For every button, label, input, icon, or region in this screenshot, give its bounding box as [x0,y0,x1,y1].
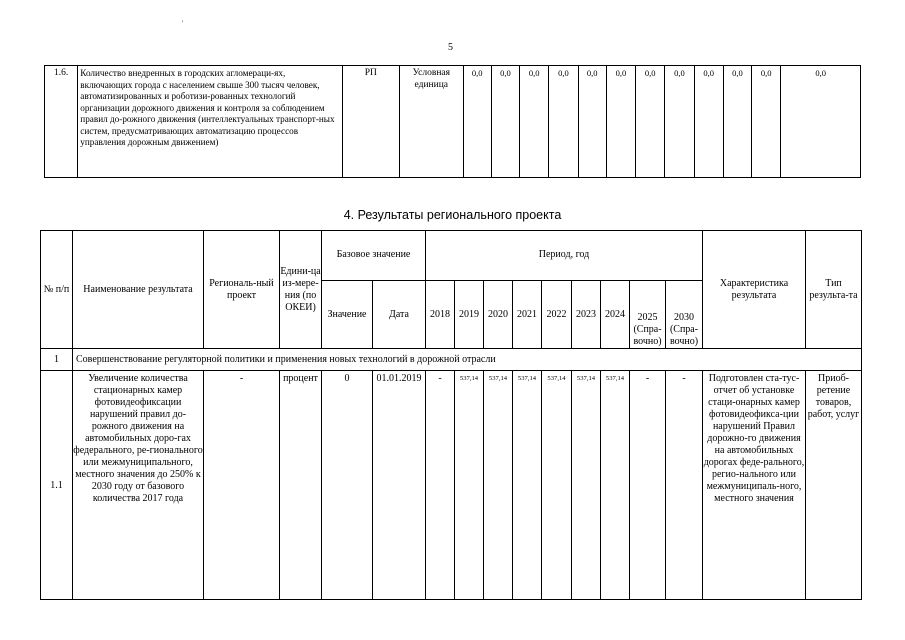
row-year-value: - [426,371,455,600]
header-year: 2022 [542,281,572,349]
section-label: Совершенствование регуляторной политики и применения новых технологий в дорожной отрасли [73,349,862,371]
section-row [41,349,862,371]
row-type: Приоб-ретение товаров, работ, услуг [806,371,862,600]
results-table [40,230,862,600]
indicator-value: 0,0 [491,66,519,178]
header-type: Тип результа-та [806,231,862,349]
header-year: 2018 [426,281,455,349]
row-name: Увеличение количества стационарных камер фотовидеофиксации нарушений правил до-рожного движения на автомобильных доро-гах федерального, ре-гионального или межмуниципального, местного значения до 250% к 2030 году от базового количества 2017 года [73,371,204,600]
indicator-value: 0,0 [463,66,491,178]
header-base-value: Базовое значение [322,231,426,281]
page-number: 5 [448,42,453,53]
header-base-date: Дата [373,281,426,349]
indicator-value: 0,0 [520,66,549,178]
header-year: 2023 [572,281,601,349]
row-year-value: 537,14 [455,371,484,600]
indicator-value: 0,0 [694,66,723,178]
indicator-value: 0,0 [606,66,635,178]
row-unit: процент [280,371,322,600]
header-row [41,231,862,281]
indicator-value: 0,0 [549,66,578,178]
row-base-value: 0 [322,371,373,600]
header-year: 2021 [513,281,542,349]
header-characteristic: Характеристика результата [703,231,806,349]
header-year: 2025 (Спра-вочно) [630,281,666,349]
header-year: 2024 [601,281,630,349]
row-year-value: 537,14 [513,371,542,600]
row-regional-project: - [204,371,280,600]
row-year-value: - [666,371,703,600]
header-year: 2030 (Спра-вочно) [666,281,703,349]
indicator-description: Количество внедренных в городских агломераци-ях, включающих города с населением свыше 300 тысяч человек, автоматизированных и роботизи-рованных технологий организации дорожного движения и контроля за соблюдением правил до-рожного движения (интеллектуальных транспорт-ных систем, предусматривающих автоматизацию процессов управления дорожным движением) [78,66,342,178]
header-unit: Едини-ца из-мере-ния (по ОКЕИ) [280,231,322,349]
header-base-val: Значение [322,281,373,349]
header-period: Период, год [426,231,703,281]
row-year-value: 537,14 [572,371,601,600]
header-regional-project: Региональ-ный проект [204,231,280,349]
row-base-date: 01.01.2019 [373,371,426,600]
row-year-value: 537,14 [484,371,513,600]
indicator-value: 0,0 [578,66,606,178]
indicator-value: 0,0 [723,66,751,178]
table-row [41,371,862,600]
section-num: 1 [41,349,73,371]
row-characteristic: Подготовлен ста-тус-отчет об установке стаци-онарных камер фотовидеофикса-ции нарушений Правил дорожно-го движения на автомобильных дорогах феде-рального, регио-нального или межмуниципаль-ного, местного значения [703,371,806,600]
scan-mark: ' [182,19,184,28]
indicator-value: 0,0 [636,66,665,178]
header-name: Наименование результата [73,231,204,349]
indicator-value: 0,0 [752,66,781,178]
indicator-table [44,65,861,178]
header-num: № п/п [41,231,73,349]
row-num: 1.1 [41,371,73,600]
indicator-unit: Условная единица [400,66,464,178]
row-year-value: - [630,371,666,600]
indicator-level: РП [342,66,399,178]
indicator-row [45,66,861,178]
row-year-value: 537,14 [601,371,630,600]
section-title: 4. Результаты регионального проекта [343,208,562,222]
row-year-value: 537,14 [542,371,572,600]
header-year: 2020 [484,281,513,349]
indicator-value: 0,0 [665,66,694,178]
indicator-value: 0,0 [781,66,861,178]
indicator-num: 1.6. [45,66,78,178]
header-year: 2019 [455,281,484,349]
